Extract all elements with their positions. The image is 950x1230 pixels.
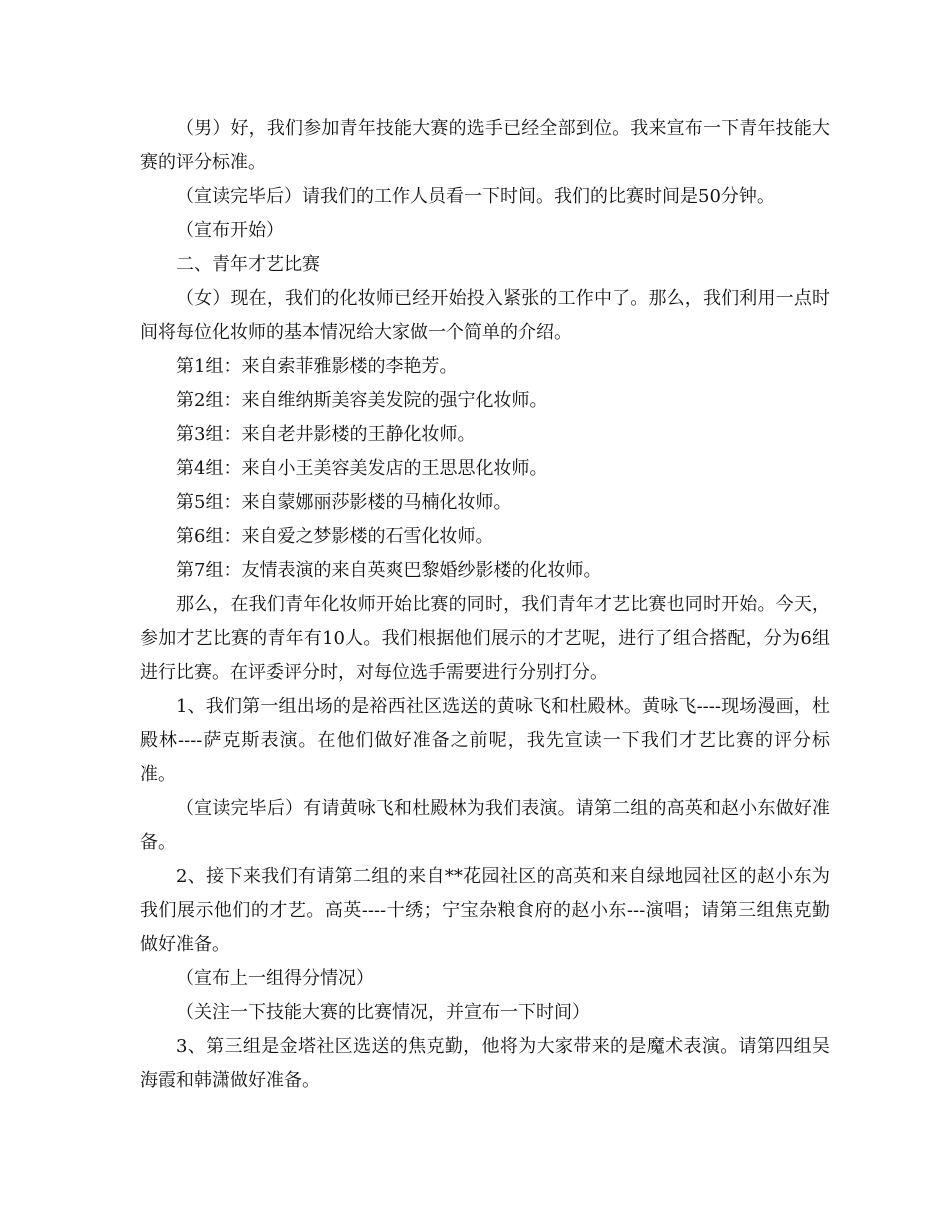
- paragraph-first-group-perform: （宣读完毕后）有请黄咏飞和杜殿林为我们表演。请第二组的高英和赵小东做好准备。: [140, 798, 830, 853]
- paragraph-intro-makeup-artists: （女）现在，我们的化妆师已经开始投入紧张的工作中了。那么，我们利用一点时间将每位化妆师的基本情况给大家做一个简单的介绍。: [140, 288, 830, 343]
- group-item-3: 第3组：来自老井影楼的王静化妆师。: [176, 424, 476, 445]
- document-page: [140, 112, 830, 1098]
- group-item-6: 第6组：来自爱之梦影楼的石雪化妆师。: [176, 526, 494, 547]
- group-item-2: 第2组：来自维纳斯美容美发院的强宁化妆师。: [176, 390, 548, 411]
- paragraph-start: （宣布开始）: [176, 220, 284, 241]
- paragraph-first-group: 1、我们第一组出场的是裕西社区选送的黄咏飞和杜殿林。黄咏飞----现场漫画，杜殿林----萨克斯表演。在他们做好准备之前呢，我先宣读一下我们才艺比赛的评分标准。: [140, 696, 830, 785]
- group-item-4: 第4组：来自小王美容美发店的王思思化妆师。: [176, 458, 548, 479]
- paragraph-skill-contest-note: （关注一下技能大赛的比赛情况，并宣布一下时间）: [176, 1002, 590, 1023]
- group-item-1: 第1组：来自索菲雅影楼的李艳芳。: [176, 356, 458, 377]
- paragraph-third-group: 3、第三组是金塔社区选送的焦克勤，他将为大家带来的是魔术表演。请第四组吴海霞和韩潇做好准备。: [140, 1036, 830, 1091]
- paragraph-second-group: 2、接下来我们有请第二组的来自**花园社区的高英和来自绿地园社区的赵小东为我们展示他们的才艺。高英----十绣；宁宝杂粮食府的赵小东---演唱；请第三组焦克勤做好准备。: [140, 866, 830, 955]
- paragraph-announce-standards: （男）好，我们参加青年技能大赛的选手已经全部到位。我来宣布一下青年技能大赛的评分标准。: [140, 118, 830, 173]
- paragraph-time-check: （宣读完毕后）请我们的工作人员看一下时间。我们的比赛时间是50分钟。: [176, 186, 775, 207]
- group-item-7: 第7组：友情表演的来自英爽巴黎婚纱影楼的化妆师。: [176, 560, 602, 581]
- group-item-5: 第5组：来自蒙娜丽莎影楼的马楠化妆师。: [176, 492, 512, 513]
- paragraph-announce-score: （宣布上一组得分情况）: [176, 968, 374, 989]
- paragraph-talent-contest-start: 那么，在我们青年化妆师开始比赛的同时，我们青年才艺比赛也同时开始。今天，参加才艺比赛的青年有10人。我们根据他们展示的才艺呢，进行了组合搭配，分为6组进行比赛。在评委评分时，对每位选手需要进行分别打分。: [140, 594, 830, 683]
- section-heading: 二、青年才艺比赛: [176, 254, 320, 275]
